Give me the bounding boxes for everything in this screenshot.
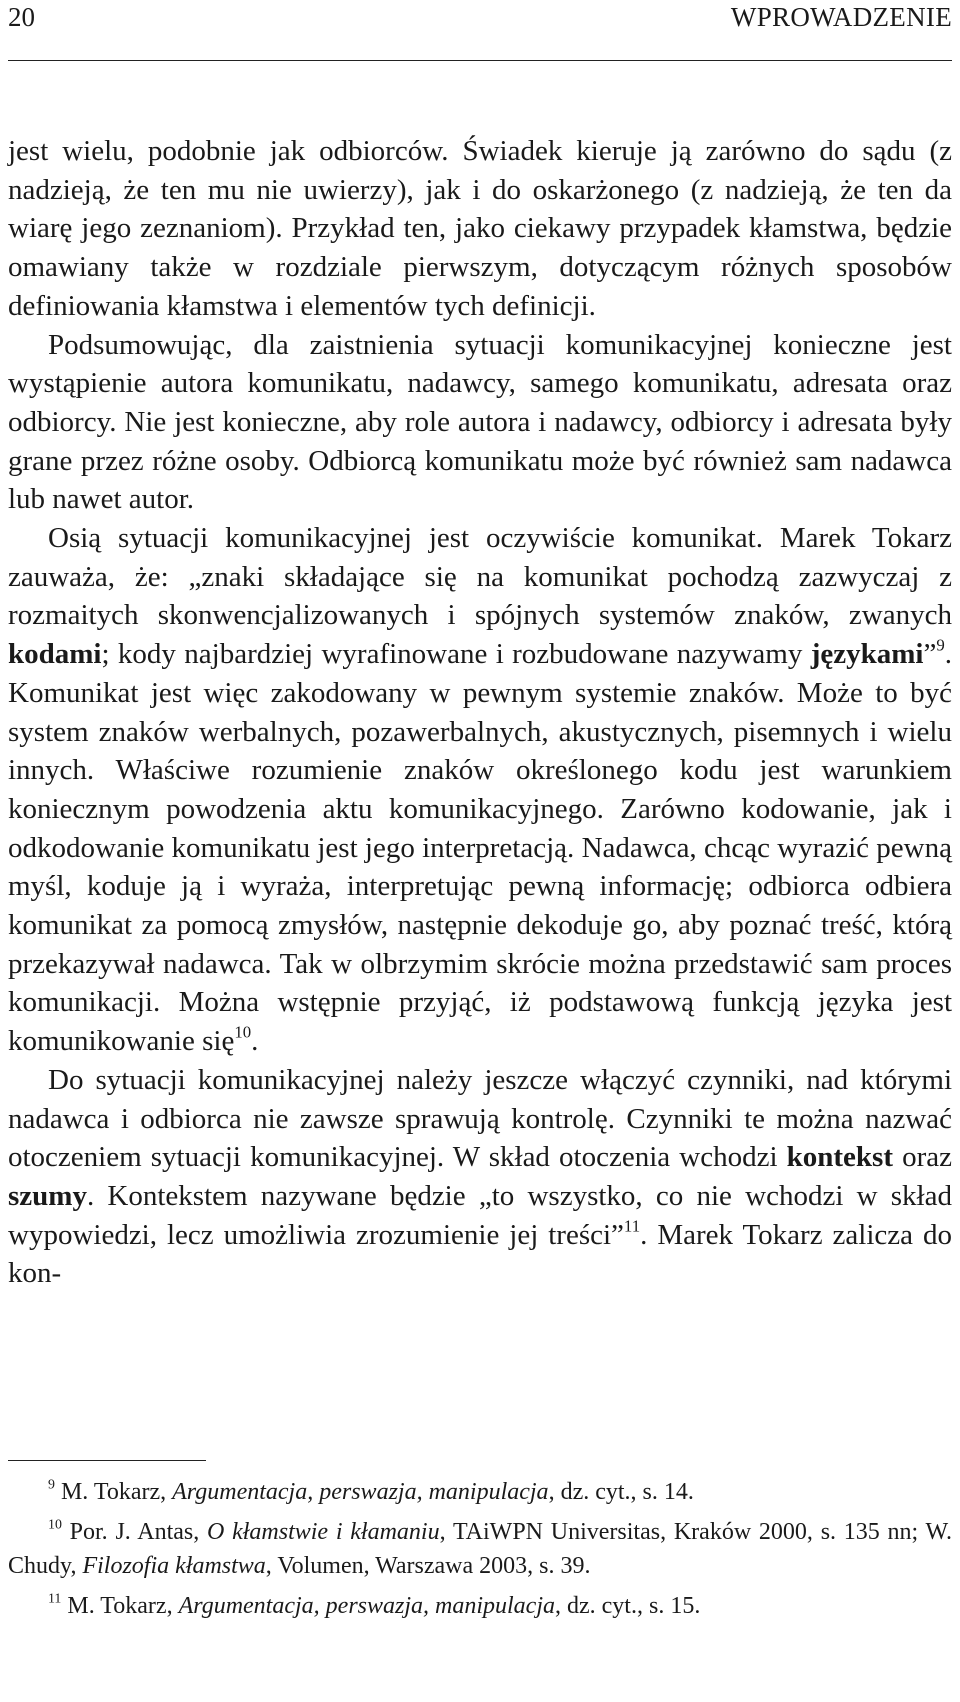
footnote-number: 9 (48, 1477, 55, 1493)
footnote-ref-10[interactable]: 10 (234, 1022, 252, 1042)
footnote-title: Argumentacja, perswazja, manipulacja (172, 1479, 549, 1505)
paragraph-3-text-a: Osią sytuacji komunikacyjnej jest oczywiście komunikat. Marek Tokarz zauważa, że: „znaki składające się na komunikat pochodzą zazwyczaj z rozmaitych skonwencjalizowanych i spójnych systemów znaków, zwanych (8, 522, 952, 632)
footnote-text: , dz. cyt., s. 15. (555, 1593, 701, 1619)
footnote-text: M. Tokarz, (61, 1593, 179, 1619)
footnote-number: 10 (48, 1517, 62, 1533)
running-header (8, 0, 952, 61)
footnote-text: M. Tokarz, (54, 1479, 173, 1505)
main-text (8, 132, 952, 1293)
term-szumy: szumy (8, 1179, 87, 1212)
paragraph-1: jest wielu, podobnie jak odbiorców. Świadek kieruje ją zarówno do sądu (z nadzieją, że ten mu nie uwierzy), jak i do oskarżonego (z nadzieją, że ten da wiarę jego zeznaniom). Przykład ten, jako ciekawy przypadek kłamstwa, będzie omawiany także w rozdziale pierwszym, dotyczącym różnych sposobów definiowania kłamstwa i elementów tych definicji. (8, 135, 952, 322)
footnote-title: Argumentacja, perswazja, manipulacja (178, 1593, 555, 1619)
footnote-text: , dz. cyt., s. 14. (548, 1479, 694, 1505)
footnote-text: Por. J. Antas, (61, 1519, 207, 1545)
paragraph-3-text-b: ; kody najbardziej wyrafinowane i rozbudowane nazywamy (101, 638, 811, 671)
footnote-9 (8, 1475, 952, 1509)
paragraph-4-text-c: . Kontekstem nazywane będzie „to wszystko, co nie wchodzi w skład wypowiedzi, lecz umożliwia zrozumienie jej treści” (8, 1179, 952, 1251)
footnote-ref-11[interactable]: 11 (623, 1216, 641, 1236)
term-jezykami: językami (810, 638, 924, 671)
footnote-title: Filozofia kłamstwa (82, 1553, 266, 1579)
paragraph-3-text-c: . Komunikat jest więc zakodowany w pewnym systemie znaków. Może to być system znaków werbalnych, pozawerbalnych, akustycznych, pisemnych i wielu innych. Właściwe rozumienie znaków określonego kodu jest warunkiem koniecznym powodzenia aktu komunikacyjnego. Zarówno kodowanie, jak i odkodowanie komunikatu jest jego interpretacją. Nadawca, chcąc wyrazić pewną myśl, koduje ją i wyraża, interpretując pewną informację; odbiorca odbiera komunikat za pomocą zmysłów, następnie dekoduje go, aby poznać treść, którą przekazywał nadawca. Tak w olbrzymim skrócie można przedstawić sam proces komunikacji. Można wstępnie przyjąć, iż podstawową funkcją języka jest komunikowanie się (8, 638, 952, 1058)
paragraph-3-end: . (251, 1025, 259, 1058)
paragraph-4 (8, 1061, 952, 1293)
footnote-10 (8, 1515, 952, 1583)
footnote-text: , TAiWPN Universitas, Kraków 2000, s. 135 nn; W. Chudy, (8, 1519, 953, 1579)
term-kodami: kodami (8, 638, 102, 671)
term-kontekst: kontekst (786, 1141, 893, 1174)
book-page (8, 0, 952, 1702)
paragraph-2: Podsumowując, dla zaistnienia sytuacji komunikacyjnej konieczne jest wystąpienie autora komunikatu, nadawcy, samego komunikatu, adresata oraz odbiorcy. Nie jest konieczne, aby role autora i nadawcy, odbiorcy i adresata były grane przez różne osoby. Odbiorcą komunikatu może być również sam nadawca lub nawet autor. (8, 328, 952, 516)
footnote-separator (8, 1460, 206, 1461)
footnote-ref-9[interactable]: 9 (936, 635, 945, 655)
page-number: 20 (8, 2, 35, 32)
running-title: WPROWADZENIE (730, 2, 952, 32)
paragraph-3 (8, 519, 952, 1061)
paragraph-4-text-d: . Marek Tokarz zalicza do kon- (8, 1218, 952, 1290)
footnotes (8, 1475, 952, 1629)
paragraph-4-text-b: oraz (892, 1141, 952, 1174)
footnote-11 (8, 1589, 952, 1623)
closing-quote: ” (923, 638, 937, 671)
footnote-title: O kłamstwie i kłamaniu (207, 1519, 440, 1545)
paragraph-4-text-a: Do sytuacji komunikacyjnej należy jeszcze włączyć czynniki, nad którymi nadawca i odbiorca nie zawsze sprawują kontrolę. Czynniki te można nazwać otoczeniem sytuacji komunikacyjnej. W skład otoczenia wchodzi (8, 1063, 952, 1174)
footnote-number: 11 (48, 1591, 62, 1607)
footnote-text: , Volumen, Warszawa 2003, s. 39. (265, 1553, 591, 1579)
